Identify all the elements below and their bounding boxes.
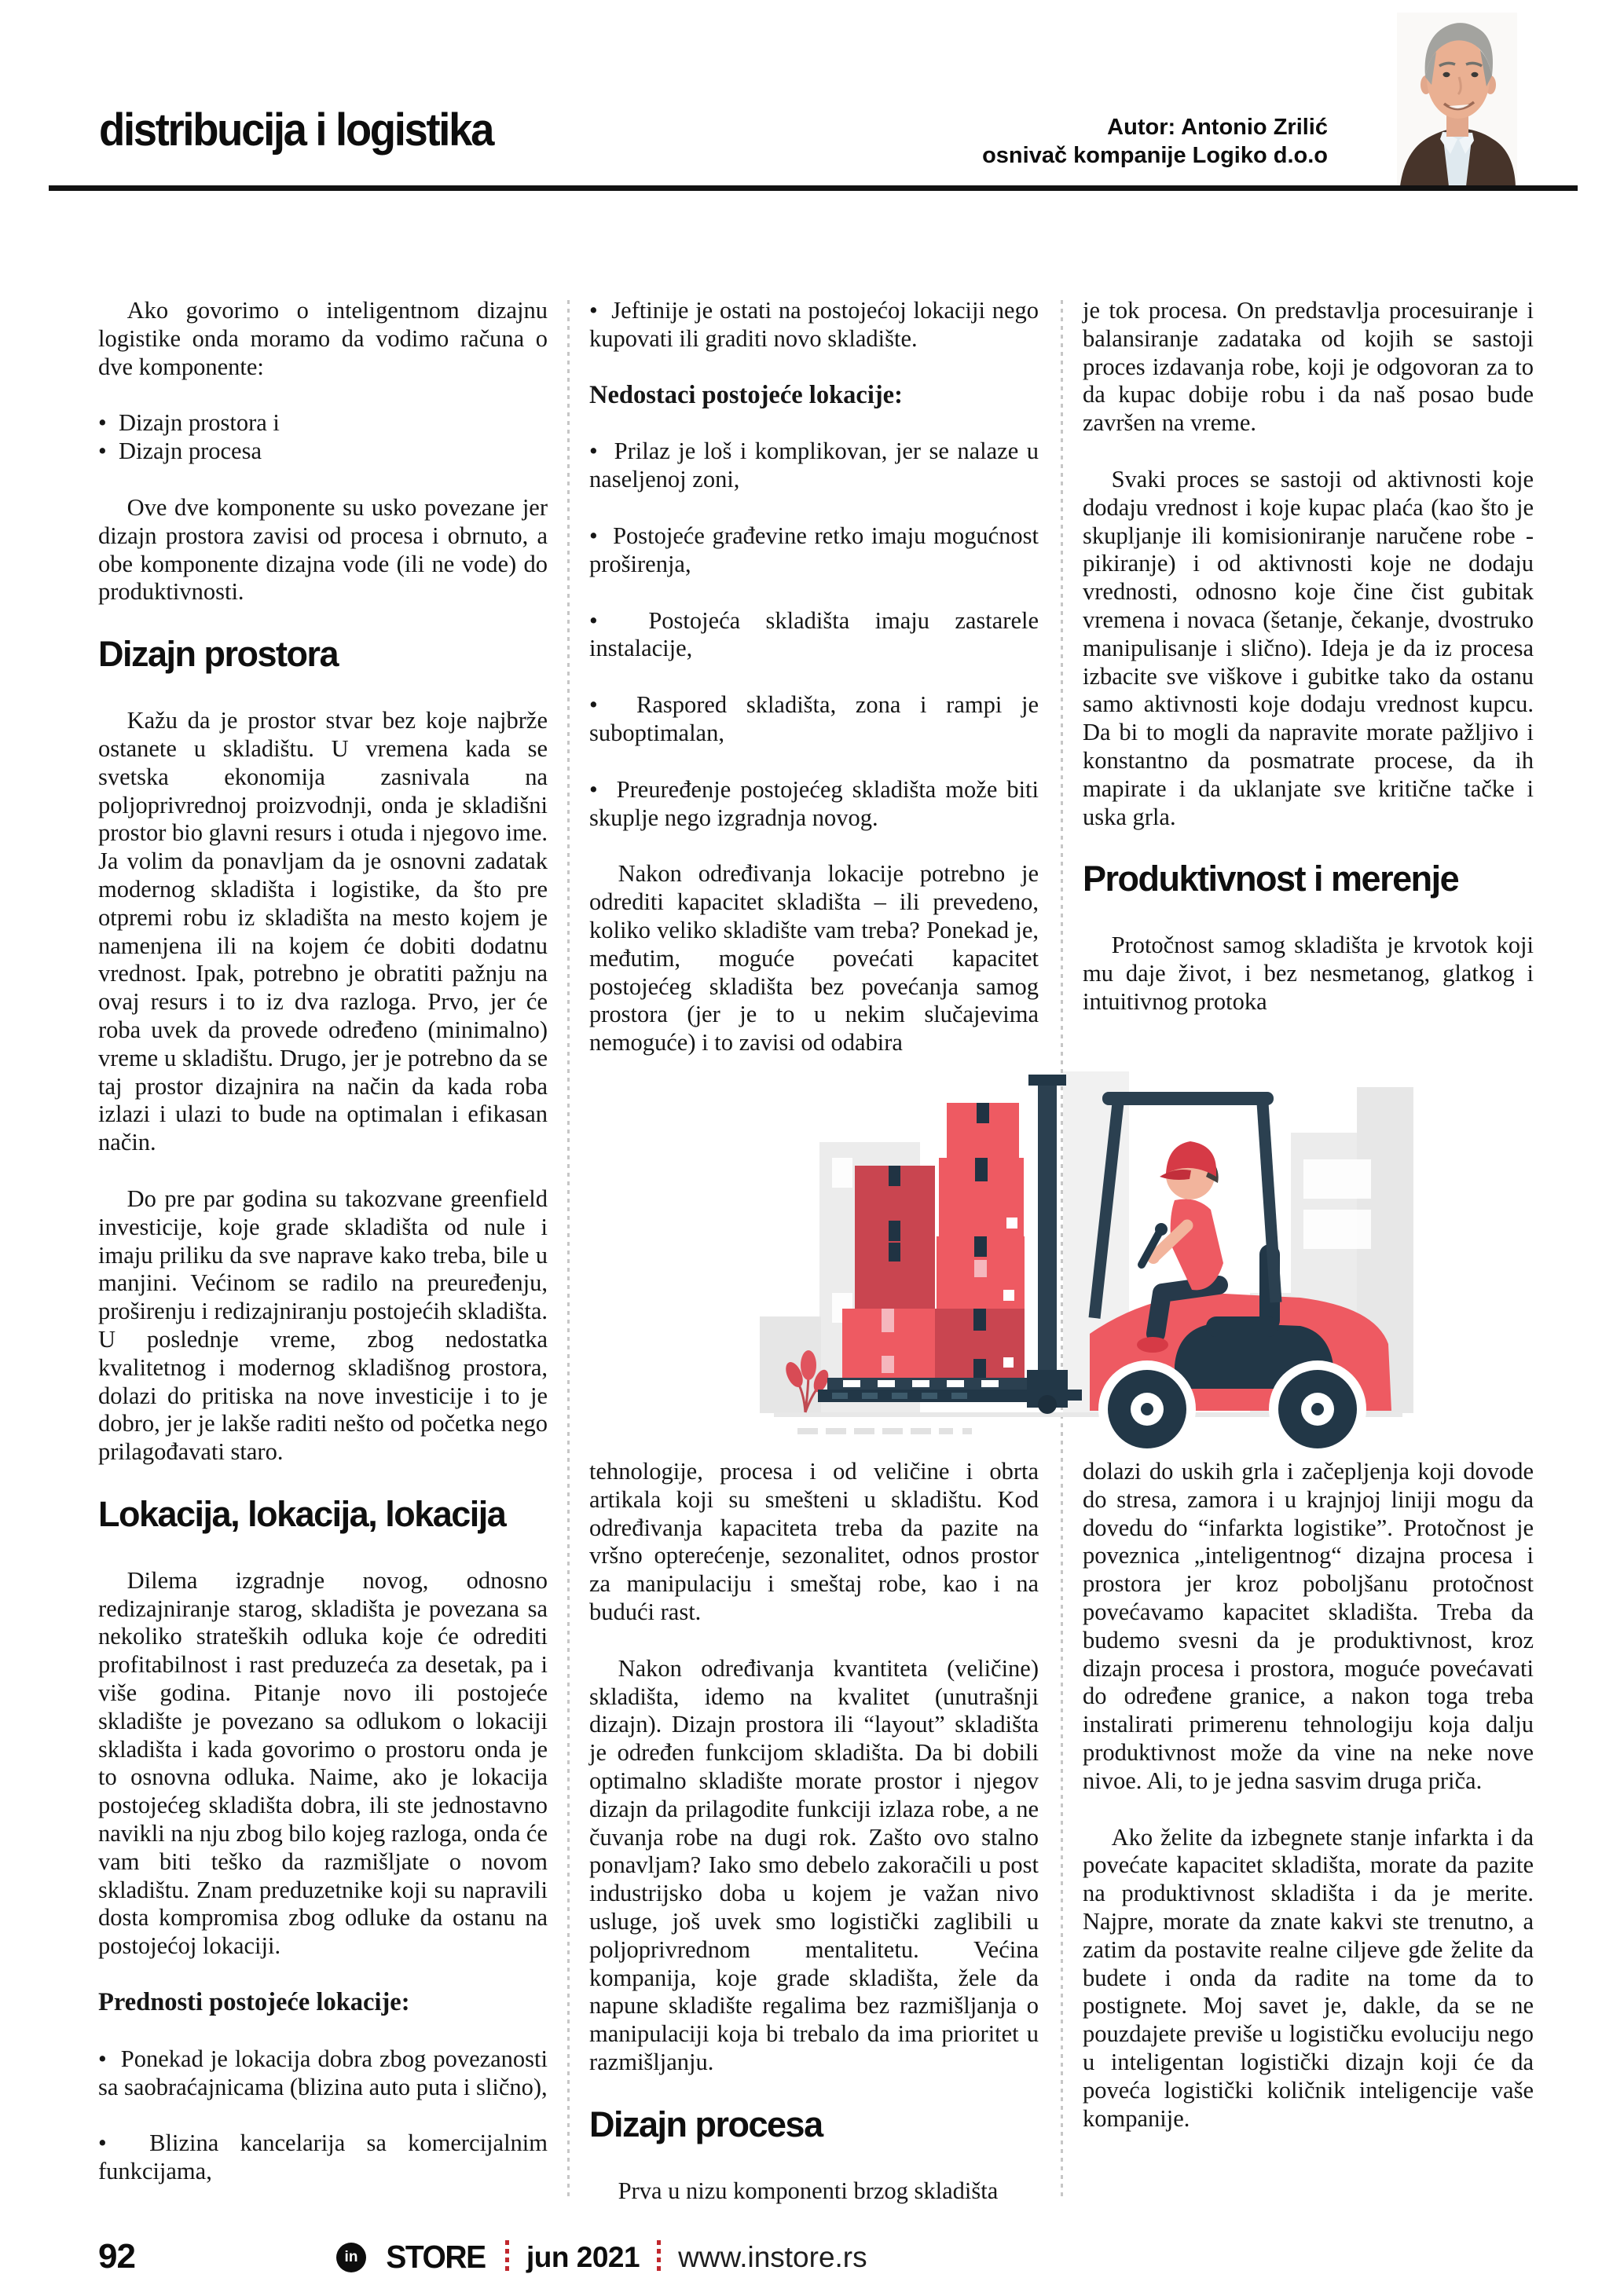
forklift-mast [1027, 1075, 1068, 1414]
article-column-2-top [589, 297, 1039, 1086]
logo-letters: in [344, 2248, 358, 2265]
bullet-item: • Blizina kancelarija sa komercijalnim funkcijama, [98, 2129, 548, 2186]
paragraph: je tok procesa. On predstavlja procesuiranje i balansiranje zadataka od kojih se sastoji proces izdavanja robe, koji je odgovoran za to da kupac dobije robu i da naš posao bude završen na vreme. [1083, 297, 1534, 437]
paragraph: Nakon određivanja lokacije potrebno je odrediti kapacitet skladišta – ili prevedeno, koliko veliko skladište vam treba? Ponekad je, međutim, moguće povećati kapacitet postojećeg skladišta bez povećanja samog prostora (jer je to u nekim slučajevima nemoguće) i to zavisi od odabira [589, 860, 1039, 1056]
paragraph: Do pre par godina su takozvane greenfield investicije, koje grade skladišta od nule i imaju priliku da sve naprave kako treba, bile u manjini. Većinom se radilo na preuređenju, proširenju i redizajniranju postojećih skladišta. U poslednje vreme, zbog nedostatka kvalitetnog i modernog skladišnog prostora, dolazi do pritiska na nove investicije i to je dobro, jer je lakše raditi nešto od početka nego prilagođavati staro. [98, 1185, 548, 1466]
paragraph: Nakon određivanja kvantiteta (veličine) skladišta, idemo na kvalitet (unutrašnji dizajn). Dizajn prostora ili “layout” skladišta je određen funkcijom skladišta. Da bi dobili optimalno skladište morate prostor i njegov dizajn da prilagodite funkciji izlaza robe, a ne čuvanja robe na dugi rok. Zašto ovo stalno ponavljam? Iako smo debelo zakoračili u post industrijsko doba u kojem je važan nivo usluge, još uvek smo logistički zaglibili u poljoprivrednom mentalitetu. Većina kompanija, koje grade skladišta, žele da napune skladište regalima bez razmišljanja o manipulaciji koja bi trebalo da ima prioritet u razmišljanju. [589, 1654, 1039, 2075]
article-column-1 [98, 297, 548, 2214]
footer [336, 2239, 867, 2276]
page-number: 92 [98, 2237, 135, 2276]
header-divider-rule [49, 185, 1578, 191]
footer-divider-icon [657, 2240, 661, 2275]
footer-divider-icon [505, 2240, 509, 2275]
column-divider-1 [567, 300, 570, 2199]
bullet-item: • Jeftinije je ostati na postojećoj lokaciji nego kupovati ili graditi novo skladište. [589, 297, 1039, 353]
paragraph: Svaki proces se sastoji od aktivnosti koje dodaju vrednost i koje kupac plaća (kao što je skupljanje ili komisioniranje naručene robe - pikiranje) i od aktivnosti koje ne dodaju vrednosti, odnosno koje čine čist gubitak vremena i novaca (šetanje, čekanje, dvostruko manipulisanje i slično). Ideja je da iz procesa izbacite sve viškove i gubitke tako da ostanu samo aktivnosti koje dodaju vrednost kupcu. Da bi to mogli da napravite morate pažljivo i konstantno da posmatrate procese, da ih mapirate i da uklanjate sve kritične tačke i uska grla. [1083, 465, 1534, 830]
paragraph: Ako govorimo o inteligentnom dizajnu logistike onda moramo da vodimo računa o dve komponente: [98, 297, 548, 380]
warehouse-forklift-illustration [750, 1057, 1442, 1458]
section-heading: Dizajn prostora [98, 634, 339, 675]
bullet-item: • Postojeće građevine retko imaju mogućnost proširenja, [589, 522, 1039, 579]
brand-name: STORE [386, 2239, 486, 2275]
bullet-item: • Postojeća skladišta imaju zastarele instalacije, [589, 607, 1039, 664]
author-name: Autor: Antonio Zrilić [1107, 115, 1328, 140]
issue-date: jun 2021 [526, 2240, 640, 2273]
section-heading: Lokacija, lokacija, lokacija [98, 1493, 506, 1534]
paragraph: Ove dve komponente su usko povezane jer dizajn prostora zavisi od procesa i obrnuto, a obe komponente dizajna vode (ili ne vode) do produktivnosti. [98, 493, 548, 606]
bullet-item: • Prilaz je loš i komplikovan, jer se nalaze u naseljenoj zoni, [589, 438, 1039, 494]
section-heading: Produktivnost i merenje [1083, 859, 1459, 899]
author-block [778, 113, 1328, 170]
paragraph: dolazi do uskih grla i začepljenja koji dovode do stresa, zamora i u krajnjoj liniji mogu da dovedu do “infarkta logistike”. Protočnost je poveznica „inteligentnog“ dizajna procesa i prostora jer kroz poboljšanu protočnost povećavamo kapacitet skladišta. Treba da budemo svesni da je produktivnost, kroz dizajn procesa i prostora, moguće povećavati do određene granice, a nakon toga treba instalirati primerenu tehnologiju koja dalju produktivnost može da vine na neke nove nivoe. Ali, to je jedna sasvim druga priča. [1083, 1458, 1534, 1794]
paragraph: tehnologije, procesa i od veličine i obrta artikala koji su smešteni u skladištu. Kod određivanja kapaciteta treba da pazite na vršno opterećenje, sezonalitet, odnos prostor za manipulaciju i smeštaj robe, kao i na budući rast. [589, 1458, 1039, 1625]
paragraph: Dilema izgradnje novog, odnosno redizajniranje starog, skladišta je povezana sa nekoliko strateških odluka koje će odrediti profitabilnost i rast preduzeća za desetak, pa i više godina. Pitanje novo ili postojeće skladište je povezano sa odlukom o lokaciji skladišta i kada govorimo o prostoru onda je to osnovna odluka. Naime, ako je lokacija postojećeg skladišta dobra, ili ste jednostavno navikli na nju zbog bilo kojeg razloga, onda će vam biti teško da razmišljate o novom skladištu. Znam preduzetnike koji su napravili dosta kompromisa zbog odluke da ostanu na postojećoj lokaciji. [98, 1566, 548, 1960]
article-column-2-bottom [589, 1458, 1039, 2234]
bullet-item: • Ponekad je lokacija dobra zbog povezanosti sa saobraćajnicama (blizina auto puta i slično), [98, 2045, 548, 2102]
section-heading: Dizajn procesa [589, 2104, 823, 2144]
paragraph: Kažu da je prostor stvar bez koje najbrže ostanete u skladištu. U vremena kada se svetska ekonomija zasnivala na poljoprivrednoj proizvodnji, onda je skladišni prostor bio glavni resurs i otuda i njegovo ime. Ja volim da ponavljam da je osnovni zadatak modernog skladišta i logistike, da što pre otpremi robu iz skladišta na mesto kojem je namenjena ili na kojem će dobiti dodatnu vrednost. Ipak, potrebno je obratiti pažnju na ovaj resurs i to iz dva razloga. Prvo, jer će roba uvek da provede određeno (minimalno) vreme u skladištu. Drugo, jer je potrebno da se taj prostor dizajnira na način da kada roba izlazi i ulazi to bude na optimalan i efikasan način. [98, 707, 548, 1156]
article-column-3-bottom [1083, 1458, 1534, 2161]
sub-heading: Nedostaci postojeće lokacije: [589, 380, 903, 409]
instore-logo-icon [336, 2243, 366, 2272]
bullet-item: • Dizajn procesa [98, 438, 548, 466]
bullet-item: • Raspored skladišta, zona i rampi je suboptimalan, [589, 691, 1039, 748]
section-title: distribucija i logistika [99, 104, 493, 156]
article-column-3-top [1083, 297, 1534, 1045]
spacer [98, 466, 548, 494]
paragraph: Protočnost samog skladišta je krvotok koji mu daje život, i bez nesmetanog, glatkog i intuitivnog protoka [1083, 932, 1534, 1015]
paragraph: Ako želite da izbegnete stanje infarkta i da povećate kapacitet skladišta, morate da pazite na produktivnost skladišta i da je merite. Najpre, morate da znate kakvi ste trenutno, a zatim da postavite realne ciljeve gde želite da budete i onda da radite na tome da to postignete. Moj savet je, dakle, da se ne pouzdajete previše u logističku evoluciju nego u inteligentan logistički dizajn koji će da poveća logistički količnik inteligencije vaše kompanije. [1083, 1823, 1534, 2132]
author-photo [1397, 13, 1517, 186]
bullet-item: • Dizajn prostora i [98, 409, 548, 438]
bullet-item: • Preuređenje postojećeg skladišta može biti skuplje nego izgradnja novog. [589, 776, 1039, 833]
sub-heading: Prednosti postojeće lokacije: [98, 1988, 410, 2017]
website-link: www.instore.rs [678, 2240, 867, 2273]
author-role: osnivač kompanije Logiko d.o.o [982, 143, 1328, 168]
paragraph: Prva u nizu komponenti brzog skladišta [618, 2177, 999, 2204]
